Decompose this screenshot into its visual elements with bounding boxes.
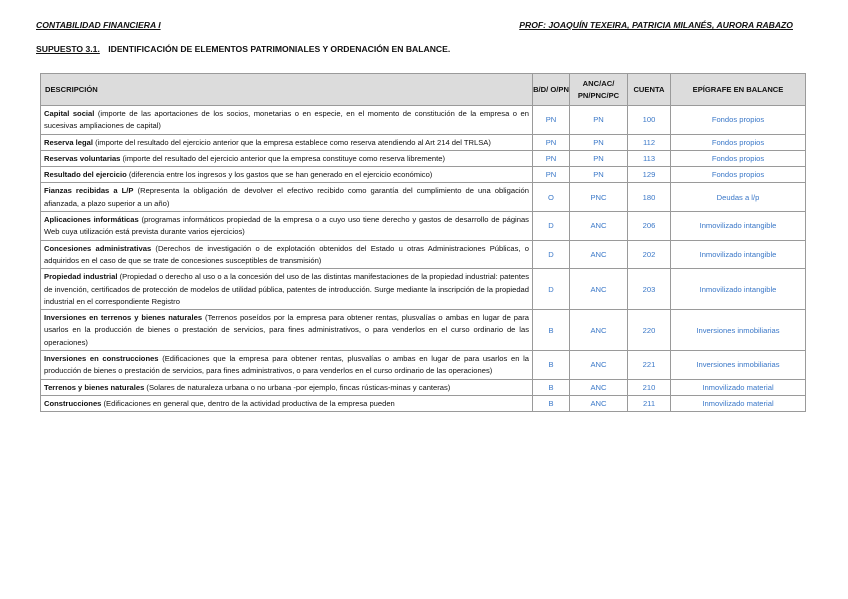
professors: PROF: JOAQUÍN TEXEIRA, PATRICIA MILANÉS, AURORA RABAZO (519, 20, 793, 30)
row-text: (Solares de naturaleza urbana o no urbana -por ejemplo, fincas rústicas-minas y canteras) (144, 382, 451, 392)
table-row (41, 183, 806, 212)
row-cuenta: 211 (628, 395, 671, 411)
row-epigrafe: Inversiones inmobiliarias (671, 351, 806, 380)
row-bdo: O (533, 183, 570, 212)
row-epigrafe: Inmovilizado intangible (671, 212, 806, 241)
row-anc: PNC (570, 183, 628, 212)
row-term: Concesiones administrativas (44, 243, 152, 253)
table-row (41, 167, 806, 183)
row-anc: PN (570, 167, 628, 183)
row-text: (importe del resultado del ejercicio anterior que la empresa establece como reserva atendiendo al Art 214 del TRLSA) (92, 137, 491, 147)
row-cuenta: 203 (628, 269, 671, 310)
row-bdo: B (533, 310, 570, 351)
row-description (41, 379, 533, 395)
table-row (41, 212, 806, 241)
table-row (41, 150, 806, 166)
row-epigrafe: Fondos propios (671, 106, 806, 135)
row-anc: ANC (570, 212, 628, 241)
table-row (41, 240, 806, 269)
row-term: Capital social (44, 109, 95, 118)
row-cuenta: 202 (628, 240, 671, 269)
row-cuenta: 210 (628, 379, 671, 395)
row-description (41, 310, 533, 351)
row-term: Resultado del ejercicio (44, 170, 127, 180)
table-row (41, 395, 806, 411)
row-anc: ANC (570, 351, 628, 380)
row-bdo: D (533, 212, 570, 241)
row-anc: ANC (570, 379, 628, 395)
row-bdo: D (533, 240, 570, 269)
row-bdo: B (533, 395, 570, 411)
page-header (36, 20, 793, 32)
row-cuenta: 112 (628, 134, 671, 150)
row-bdo: PN (533, 167, 570, 183)
row-term: Reservas voluntarias (44, 153, 121, 163)
row-bdo: PN (533, 106, 570, 135)
row-description (41, 351, 533, 380)
row-bdo: D (533, 269, 570, 310)
table-row (41, 351, 806, 380)
row-bdo: PN (533, 150, 570, 166)
row-text: (Edificaciones en general que, dentro de la actividad productiva de la empresa pueden (101, 398, 395, 408)
row-term: Fianzas recibidas a L/P (44, 186, 134, 196)
row-bdo: B (533, 379, 570, 395)
table-row (41, 106, 806, 135)
row-cuenta: 220 (628, 310, 671, 351)
row-term: Terrenos y bienes naturales (44, 382, 145, 392)
row-description (41, 183, 533, 212)
course-title: CONTABILIDAD FINANCIERA I (36, 20, 161, 30)
exercise-heading: IDENTIFICACIÓN DE ELEMENTOS PATRIMONIALES Y ORDENACIÓN EN BALANCE. (108, 44, 451, 54)
balance-table (40, 73, 806, 412)
row-term: Inversiones en construcciones (44, 354, 159, 364)
row-description (41, 395, 533, 411)
row-bdo: B (533, 351, 570, 380)
row-term: Reserva legal (44, 137, 93, 147)
row-epigrafe: Inmovilizado intangible (671, 269, 806, 310)
row-text: (Edificaciones que la empresa para obtener rentas, plusvalías o ambas en lugar de para usarlos en la producción de bienes o prestación de servicios, para fines administrativos, o para venderlos en el curso ordinario de las operaciones) (44, 354, 529, 376)
row-anc: PN (570, 150, 628, 166)
row-description (41, 240, 533, 269)
row-cuenta: 129 (628, 167, 671, 183)
row-anc: ANC (570, 395, 628, 411)
row-term: Aplicaciones informáticas (44, 215, 139, 225)
row-term: Construcciones (44, 398, 102, 408)
col-anc: ANC/AC/ PN/PNC/PC (570, 74, 628, 106)
row-cuenta: 100 (628, 106, 671, 135)
row-description (41, 212, 533, 241)
row-term: Propiedad industrial (44, 272, 118, 282)
row-bdo: PN (533, 134, 570, 150)
exercise-number: SUPUESTO 3.1. (36, 44, 100, 54)
row-text: (importe del resultado del ejercicio anterior que la empresa constituye como reserva libremente) (120, 153, 445, 163)
row-description (41, 167, 533, 183)
row-cuenta: 113 (628, 150, 671, 166)
row-epigrafe: Fondos propios (671, 167, 806, 183)
table-row (41, 269, 806, 310)
table-row (41, 310, 806, 351)
row-epigrafe: Fondos propios (671, 134, 806, 150)
row-epigrafe: Inmovilizado material (671, 379, 806, 395)
row-anc: PN (570, 134, 628, 150)
row-epigrafe: Deudas a l/p (671, 183, 806, 212)
row-anc: ANC (570, 310, 628, 351)
row-anc: PN (570, 106, 628, 135)
row-text: (importe de las aportaciones de los socios, monetarias o en especie, en el momento de constitución de la empresa o en sucesivas ampliaciones de capital) (44, 109, 529, 131)
row-anc: ANC (570, 240, 628, 269)
table-row (41, 379, 806, 395)
row-anc: ANC (570, 269, 628, 310)
row-text: (Propiedad o derecho al uso o a la concesión del uso de las distintas manifestaciones de la propiedad industrial: patentes de invención, certificados de protección de modelos de utilidad pública, patentes de introducción. Surge mediante la inscripción de la propiedad industrial en el correspondiente Registro (44, 272, 530, 306)
row-text: (Terrenos poseídos por la empresa para obtener rentas, plusvalías o ambas en lugar de para usarlos en la producción de bienes o prestación de servicios, para fines administrativos, o para venderlos en el curso ordinario de las operaciones) (44, 313, 529, 347)
row-epigrafe: Inversiones inmobiliarias (671, 310, 806, 351)
row-description (41, 269, 533, 310)
col-epigrafe: EPÍGRAFE EN BALANCE (671, 74, 806, 106)
col-bdo: B/D/ O/PN (533, 74, 570, 106)
exercise-title (36, 44, 450, 54)
col-descripcion: DESCRIPCIÓN (41, 74, 533, 106)
row-description (41, 106, 533, 135)
row-cuenta: 180 (628, 183, 671, 212)
col-cuenta: CUENTA (628, 74, 671, 106)
row-description (41, 150, 533, 166)
row-text: (programas informáticos propiedad de la empresa o a cuyo uso tiene derecho y gastos de desarrollo de páginas Web cuya utilización está prevista durante varios ejercicios) (44, 215, 529, 237)
row-text: (Representa la obligación de devolver el efectivo recibido como garantía del cumplimiento de una obligación afianzada, a plazo superior a un año) (44, 186, 529, 208)
row-epigrafe: Inmovilizado material (671, 395, 806, 411)
table-header-row (41, 74, 806, 106)
row-epigrafe: Inmovilizado intangible (671, 240, 806, 269)
row-epigrafe: Fondos propios (671, 150, 806, 166)
row-text: (Derechos de investigación o de explotación obtenidos del Estado u otras Administraciones Públicas, o adquiridos en el caso de que se trate de concesiones susceptibles de transmisión) (44, 243, 529, 265)
row-cuenta: 221 (628, 351, 671, 380)
row-description (41, 134, 533, 150)
row-text: (diferencia entre los ingresos y los gastos que se han generado en el ejercicio económico) (126, 170, 433, 180)
table-row (41, 134, 806, 150)
row-term: Inversiones en terrenos y bienes naturales (44, 313, 203, 323)
row-cuenta: 206 (628, 212, 671, 241)
